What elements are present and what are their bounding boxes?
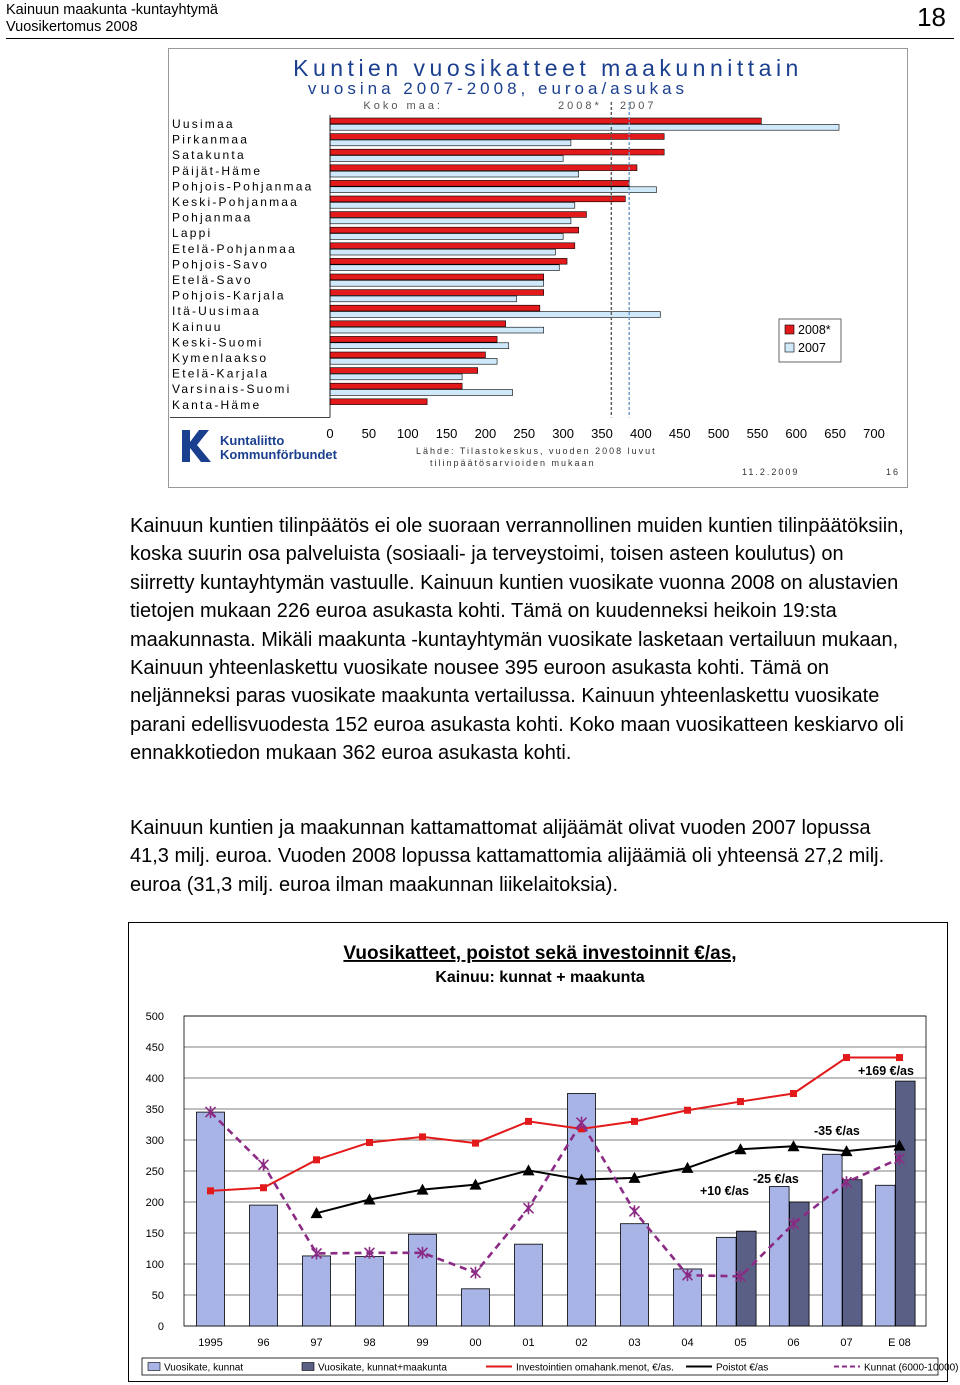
x-tick-label-02: 02 (575, 1337, 588, 1349)
category-label-pohjois-pohjanmaa: Pohjois-Pohjanmaa (172, 179, 314, 194)
x-tick-label-03: 03 (628, 1337, 641, 1349)
bar-2007-lappi (330, 234, 563, 240)
annotation-2: -25 €/as (753, 1172, 799, 1186)
legend-swatch-vuosikate-kunnat-maakunta (302, 1363, 314, 1371)
paragraph-vuosikate: Kainuun kuntien tilinpäätös ei ole suoraan verrannollinen muiden kuntien tilinpäätöksiin, koska suurin osa palveluista (sosiaali- ja terveystoimi, toisen asteen koulutus) on siirretty kuntayhtymän vastuulle. Kainuun kuntien vuosikate vuonna 2008 on alustavien tietojen mukaan 226 euroa asukasta kohti. Tämä on kuudenneksi heikoin 19:sta maakunnasta. Mikäli maakunta -kuntayhtymän vuosikate lasketaan vertailuun mukaan, Kainuun yhteenlaskettu vuosikate nousee 395 euroon asukasta kohti. Tämä on neljänneksi paras vuosikate maakunta vertailussa. Kainuun yhteenlaskettu vuosikate parani edellisvuodesta 152 euroa asukasta kohti. Koko maan vuosikatteen keskiarvo oli ennakkotiedon mukaan 362 euroa asukasta kohti. (130, 515, 904, 765)
bar-2007-pohjois-pohjanmaa (330, 187, 656, 193)
category-label-satakunta: Satakunta (172, 148, 246, 163)
bar-vuosikate-kunnat-1995 (197, 1112, 225, 1326)
y-tick-label-450: 450 (145, 1042, 164, 1054)
bar-2007-keski-suomi (330, 343, 509, 349)
bar-vuosikate-kunnat-00 (462, 1289, 490, 1326)
x-tick-label-150: 150 (435, 426, 458, 441)
x-tick-label-97: 97 (310, 1337, 323, 1349)
marker-investointien-omahank-menot-as-96 (260, 1184, 267, 1191)
y-tick-label-400: 400 (145, 1073, 164, 1085)
reference-2007-label: 2007 (620, 100, 657, 112)
header-org: Kainuun maakunta -kuntayhtymä (6, 2, 218, 18)
x-tick-label-350: 350 (591, 426, 613, 441)
page-number: 18 (917, 2, 946, 32)
bar-2008-keski-suomi (330, 336, 497, 342)
bar-vuosikate-kunnat-07 (823, 1154, 843, 1326)
bar-2008-pohjois-savo (330, 258, 567, 264)
bar-2008-pohjois-karjala (330, 290, 544, 296)
bar-2008-pirkanmaa (330, 134, 664, 140)
header-divider (6, 38, 954, 39)
legend-label-vuosikate-kunnat-maakunta: Vuosikate, kunnat+maakunta (318, 1362, 447, 1374)
category-label-lappi: Lappi (172, 226, 213, 241)
y-tick-label-50: 50 (151, 1290, 164, 1302)
bar-vuosikate-kunnat-96 (250, 1205, 278, 1326)
category-label-kanta-häme: Kanta-Häme (172, 397, 262, 412)
marker-investointien-omahank-menot-as-98 (366, 1139, 373, 1146)
y-tick-label-100: 100 (145, 1259, 164, 1271)
category-label-pohjois-karjala: Pohjois-Karjala (172, 288, 286, 303)
x-tick-label-200: 200 (474, 426, 497, 441)
bar-2008-pohjanmaa (330, 212, 586, 218)
bar-2007-pohjois-savo (330, 265, 559, 271)
x-tick-label-00: 00 (469, 1337, 482, 1349)
bar-2007-satakunta (330, 156, 563, 162)
source-line-2: tilinpäätösarvioiden mukaan (430, 458, 596, 468)
y-tick-label-350: 350 (145, 1104, 164, 1116)
bar-2008-kymenlaakso (330, 352, 485, 358)
bar-2007-kainuu (330, 327, 544, 333)
bar-2008-satakunta (330, 149, 664, 155)
bar-2008-varsinais-suomi (330, 383, 462, 389)
legend-label-vuosikate-kunnat: Vuosikate, kunnat (164, 1362, 244, 1374)
bar-vuosikate-kunnat-97 (303, 1256, 331, 1326)
marker-investointien-omahank-menot-as-97 (313, 1156, 320, 1163)
category-label-pirkanmaa: Pirkanmaa (172, 132, 250, 147)
marker-investointien-omahank-menot-as-99 (419, 1133, 426, 1140)
category-label-uusimaa: Uusimaa (172, 117, 235, 131)
bar-2008-uusimaa (330, 118, 761, 124)
legend-swatch-2008 (785, 325, 794, 334)
legend-label-2007: 2007 (798, 341, 826, 355)
x-tick-label-250: 250 (513, 426, 536, 441)
bar-2008-etelä-savo (330, 274, 544, 280)
x-tick-label-650: 650 (824, 426, 846, 441)
x-tick-label-300: 300 (552, 426, 574, 441)
category-label-etelä-savo: Etelä-Savo (172, 273, 253, 287)
y-tick-label-250: 250 (145, 1166, 164, 1178)
annotation-0: +169 €/as (858, 1064, 914, 1078)
marker-investointien-omahank-menot-as-01 (525, 1118, 532, 1125)
x-tick-label-600: 600 (785, 426, 808, 441)
y-tick-label-200: 200 (145, 1197, 164, 1209)
logo-line-1: Kuntaliitto (220, 433, 285, 448)
reference-2008-label: 2008* (558, 100, 602, 112)
x-tick-label-01: 01 (522, 1337, 535, 1349)
marker-investointien-omahank-menot-as-e-08 (896, 1054, 903, 1061)
legend-label-poistot-as: Poistot €/as (716, 1362, 769, 1374)
category-label-varsinais-suomi: Varsinais-Suomi (172, 382, 292, 397)
category-label-pohjanmaa: Pohjanmaa (172, 210, 253, 225)
bar-vuosikate-kunnat-maakunta-07 (843, 1180, 863, 1326)
bar-2008-kainuu (330, 321, 506, 327)
chart-date: 11.2.2009 (742, 467, 800, 477)
reference-label: Koko maa: (363, 100, 443, 112)
bar-2008-itä-uusimaa (330, 305, 540, 311)
category-label-pohjois-savo: Pohjois-Savo (172, 257, 270, 272)
x-tick-label-0: 0 (326, 426, 334, 441)
x-tick-label-550: 550 (746, 426, 769, 441)
y-tick-label-500: 500 (145, 1011, 164, 1023)
chart-legend (779, 319, 841, 362)
source-line-1: Lähde: Tilastokeskus, vuoden 2008 luvut (416, 446, 657, 456)
bar-2007-pohjois-karjala (330, 296, 517, 302)
category-label-päijät-häme: Päijät-Häme (172, 163, 263, 178)
annotation-3: +10 €/as (700, 1184, 750, 1198)
x-tick-label-96: 96 (257, 1337, 270, 1349)
legend-label-investointien-omahank-menot-as: Investointien omahank.menot, €/as. (516, 1362, 674, 1374)
bar-vuosikate-kunnat-05 (717, 1237, 737, 1326)
marker-investointien-omahank-menot-as-00 (472, 1140, 479, 1147)
vuosikatteet-poistot-investoinnit-chart (128, 922, 959, 1382)
bar-2008-keski-pohjanmaa (330, 196, 625, 202)
chart-subtitle: Kainuu: kunnat + maakunta (435, 969, 645, 986)
x-tick-label-04: 04 (681, 1337, 694, 1349)
x-tick-label-05: 05 (734, 1337, 747, 1349)
bar-2007-varsinais-suomi (330, 390, 513, 396)
legend-label-kunnat-6000-10000: Kunnat (6000-10000) (864, 1362, 959, 1374)
category-label-kymenlaakso: Kymenlaakso (172, 351, 269, 365)
bar-2007-etelä-pohjanmaa (330, 249, 555, 255)
bar-2007-kymenlaakso (330, 358, 497, 364)
vuosikatteet-maakunnittain-chart (168, 48, 908, 488)
header-report: Vuosikertomus 2008 (6, 19, 138, 35)
paragraph-alijaamat: Kainuun kuntien ja maakunnan kattamattomat alijäämät olivat vuoden 2007 lopussa 41,3 milj. euroa. Vuoden 2008 lopussa kattamattomia alijäämiä oli yhteensä 27,2 milj. euroa (31,3 milj. euroa ilman maakunnan liikelaitoksia). (130, 817, 885, 896)
marker-investointien-omahank-menot-as-07 (843, 1054, 850, 1061)
bar-vuosikate-kunnat-03 (621, 1224, 649, 1326)
slide-number: 16 (886, 467, 901, 477)
x-tick-label-99: 99 (416, 1337, 429, 1349)
category-label-kainuu: Kainuu (172, 319, 223, 334)
marker-investointien-omahank-menot-as-03 (631, 1118, 638, 1125)
chart-title: Kuntien vuosikatteet maakunnittain (293, 55, 803, 81)
bar-vuosikate-kunnat-06 (770, 1187, 790, 1327)
x-tick-label-98: 98 (363, 1337, 376, 1349)
page-header (6, 2, 218, 36)
x-tick-label-400: 400 (630, 426, 652, 441)
bar-2007-keski-pohjanmaa (330, 202, 575, 208)
bar-2007-pirkanmaa (330, 140, 571, 146)
legend-swatch-vuosikate-kunnat (148, 1363, 160, 1371)
x-tick-label-06: 06 (787, 1337, 800, 1349)
marker-investointien-omahank-menot-as-1995 (207, 1187, 214, 1194)
x-tick-label-1995: 1995 (198, 1337, 223, 1349)
bar-2007-etelä-savo (330, 280, 544, 286)
bar-2007-päijät-häme (330, 171, 579, 177)
x-tick-label-500: 500 (707, 426, 730, 441)
bar-2007-uusimaa (330, 124, 839, 130)
marker-investointien-omahank-menot-as-06 (790, 1090, 797, 1097)
category-label-itä-uusimaa: Itä-Uusimaa (172, 304, 261, 319)
category-label-etelä-pohjanmaa: Etelä-Pohjanmaa (172, 241, 298, 256)
y-tick-label-0: 0 (157, 1321, 164, 1333)
bar-2008-kanta-häme (330, 399, 427, 405)
marker-investointien-omahank-menot-as-04 (684, 1107, 691, 1114)
marker-investointien-omahank-menot-as-05 (737, 1098, 744, 1105)
bar-2008-päijät-häme (330, 165, 637, 171)
bar-vuosikate-kunnat-01 (515, 1244, 543, 1326)
legend-label-2008: 2008* (798, 323, 831, 337)
bar-2007-pohjanmaa (330, 218, 571, 224)
x-tick-label-50: 50 (361, 426, 377, 441)
x-tick-label-450: 450 (668, 426, 691, 441)
category-label-etelä-karjala: Etelä-Karjala (172, 366, 270, 381)
y-tick-label-150: 150 (145, 1228, 164, 1240)
x-tick-label-07: 07 (840, 1337, 853, 1349)
bar-2008-etelä-pohjanmaa (330, 243, 575, 249)
bar-2008-pohjois-pohjanmaa (330, 180, 629, 186)
chart-title: Vuosikatteet, poistot sekä investoinnit €/as, (343, 943, 737, 964)
bar-vuosikate-kunnat-maakunta-e-08 (896, 1081, 916, 1326)
bar-2007-etelä-karjala (330, 374, 462, 380)
logo-line-2: Kommunförbundet (220, 447, 337, 462)
x-tick-label-700: 700 (863, 426, 885, 441)
annotation-1: -35 €/as (814, 1124, 860, 1138)
bar-2008-lappi (330, 227, 579, 233)
category-label-keski-suomi: Keski-Suomi (172, 335, 264, 350)
bar-vuosikate-kunnat-98 (356, 1257, 384, 1326)
category-label-keski-pohjanmaa: Keski-Pohjanmaa (172, 195, 300, 209)
chart-subtitle: vuosina 2007-2008, euroa/asukas (307, 79, 689, 98)
x-tick-label-100: 100 (396, 426, 419, 441)
bar-2008-etelä-karjala (330, 368, 478, 374)
y-tick-label-300: 300 (145, 1135, 164, 1147)
bar-vuosikate-kunnat-e-08 (876, 1185, 896, 1326)
legend-swatch-2007 (785, 343, 794, 352)
x-tick-label-e-08: E 08 (888, 1337, 911, 1349)
